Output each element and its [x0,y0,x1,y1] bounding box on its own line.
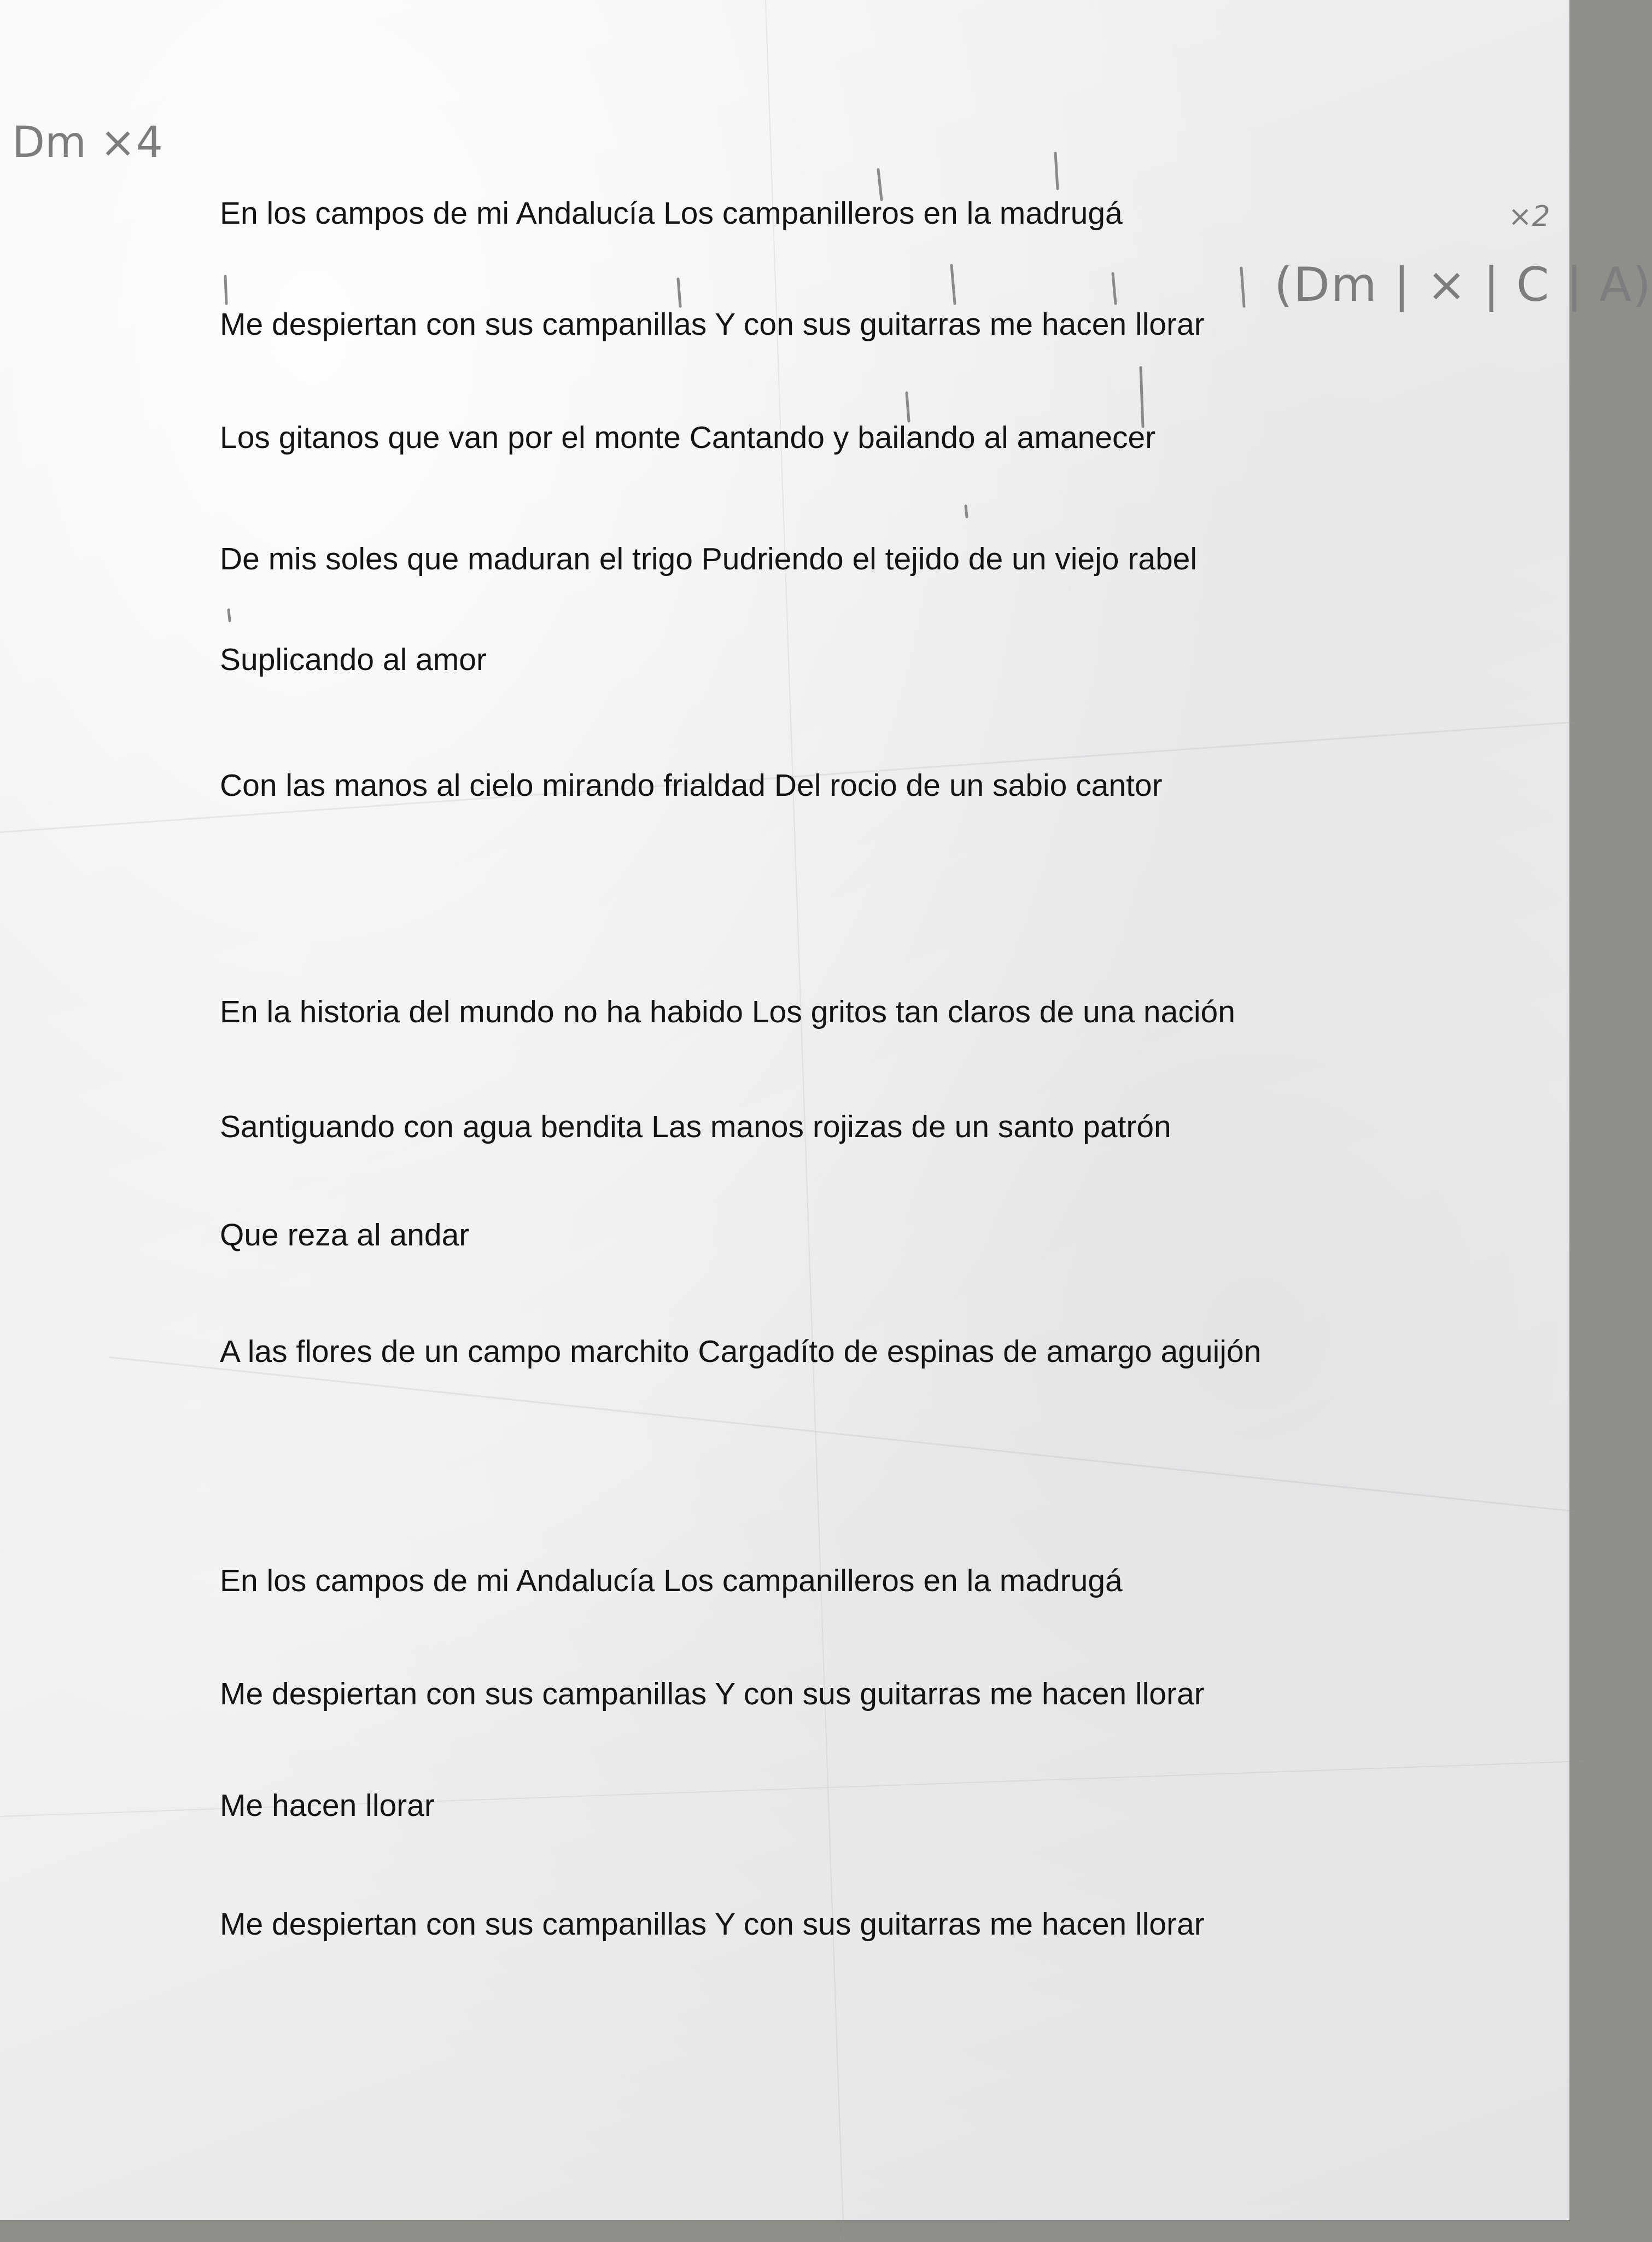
lyric-line: Suplicando al amor [220,642,487,677]
lyric-line: De mis soles que maduran el trigo Pudriendo el tejido de un viejo rabel [220,541,1198,576]
lyric-line: Con las manos al cielo mirando frialdad Del rocio de un sabio cantor [220,768,1163,803]
handwritten-intro-note: Dm ×4 [12,118,163,167]
lyric-line: Me despiertan con sus campanillas Y con sus guitarras me hacen llorar [220,1676,1205,1711]
lyric-line: Me despiertan con sus campanillas Y con sus guitarras me hacen llorar [220,1907,1205,1942]
lyric-line: A las flores de un campo marchito Cargadíto de espinas de amargo aguijón [220,1334,1262,1369]
lyric-line: Que reza al andar [220,1218,470,1253]
lyric-line: En los campos de mi Andalucía Los campanilleros en la madrugá [220,1563,1123,1598]
lyric-line: En la historia del mundo no ha habido Los gritos tan claros de una nación [220,994,1235,1029]
handwritten-chord-progression: (Dm | × | C | A) [1274,258,1652,312]
lyric-line: Me despiertan con sus campanillas Y con sus guitarras me hacen llorar [220,307,1205,342]
lyric-line: Me hacen llorar [220,1788,435,1823]
lyric-line: Los gitanos que van por el monte Cantando y bailando al amanecer [220,420,1156,455]
lyric-line: Santiguando con agua bendita Las manos rojizas de un santo patrón [220,1109,1171,1144]
lyric-line: En los campos de mi Andalucía Los campanilleros en la madrugá [220,196,1123,231]
handwritten-repeat-note: ×2 [1508,200,1550,233]
